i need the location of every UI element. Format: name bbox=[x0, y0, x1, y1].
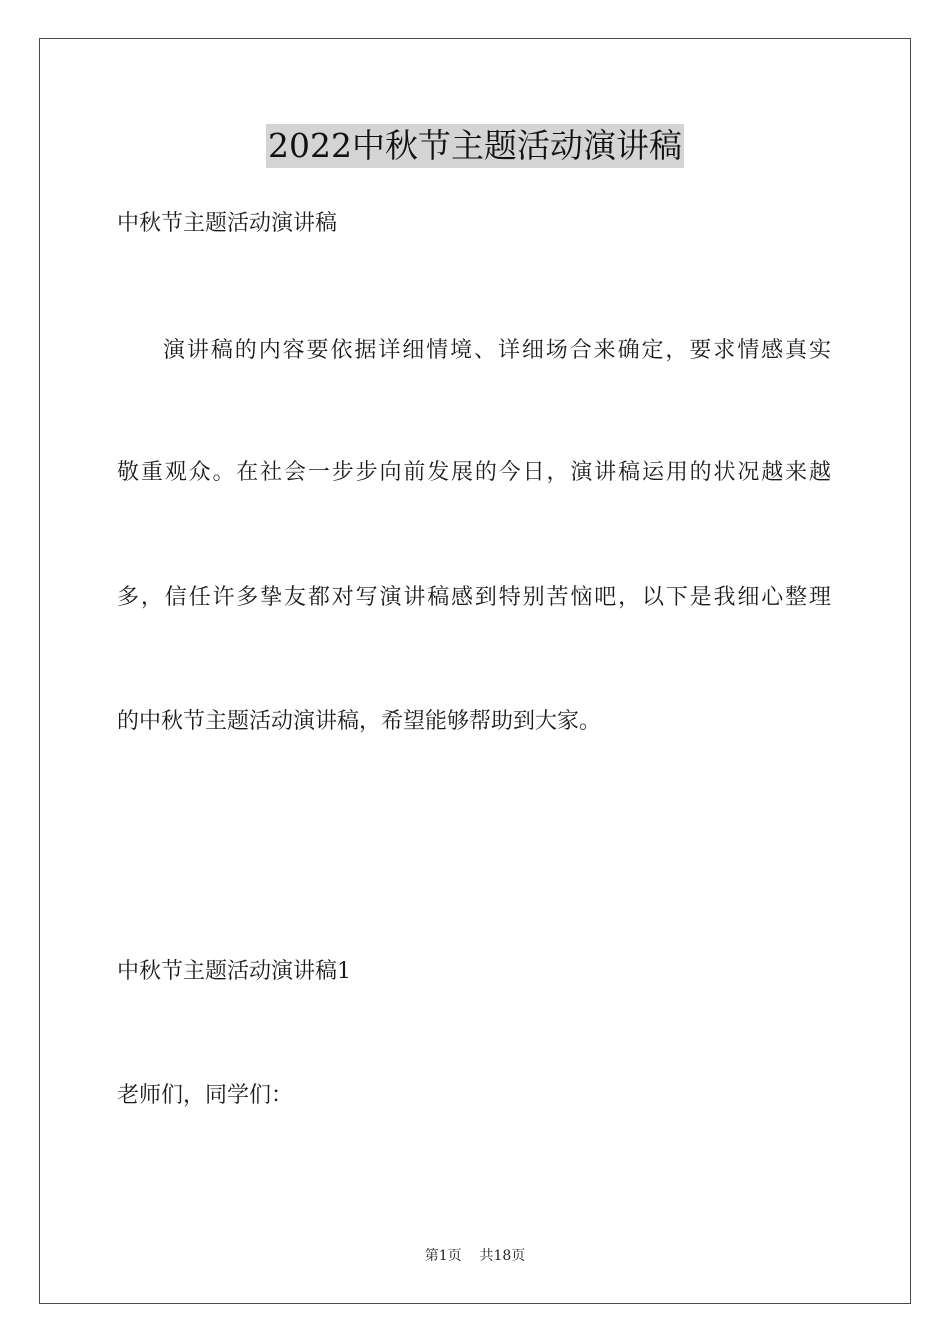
page-total: 共18页 bbox=[479, 1248, 526, 1264]
document-subtitle: 中秋节主题活动演讲稿 bbox=[117, 211, 338, 236]
document-title: 2022中秋节主题活动演讲稿 bbox=[266, 124, 684, 168]
title-container bbox=[0, 124, 950, 168]
intro-line-4: 的中秋节主题活动演讲稿，希望能够帮助到大家。 bbox=[117, 709, 602, 734]
greeting-line: 老师们，同学们： bbox=[117, 1083, 294, 1108]
intro-line-3: 多，信任许多挚友都对写演讲稿感到特别苦恼吧，以下是我细心整理 bbox=[117, 585, 831, 610]
page-footer bbox=[0, 1246, 950, 1266]
intro-line-1: 演讲稿的内容要依据详细情境、详细场合来确定，要求情感真实 bbox=[163, 338, 831, 363]
page-number: 第1页 bbox=[424, 1248, 462, 1264]
intro-line-2: 敬重观众。在社会一步步向前发展的今日，演讲稿运用的状况越来越 bbox=[117, 460, 831, 485]
section-heading: 中秋节主题活动演讲稿1 bbox=[117, 959, 351, 984]
